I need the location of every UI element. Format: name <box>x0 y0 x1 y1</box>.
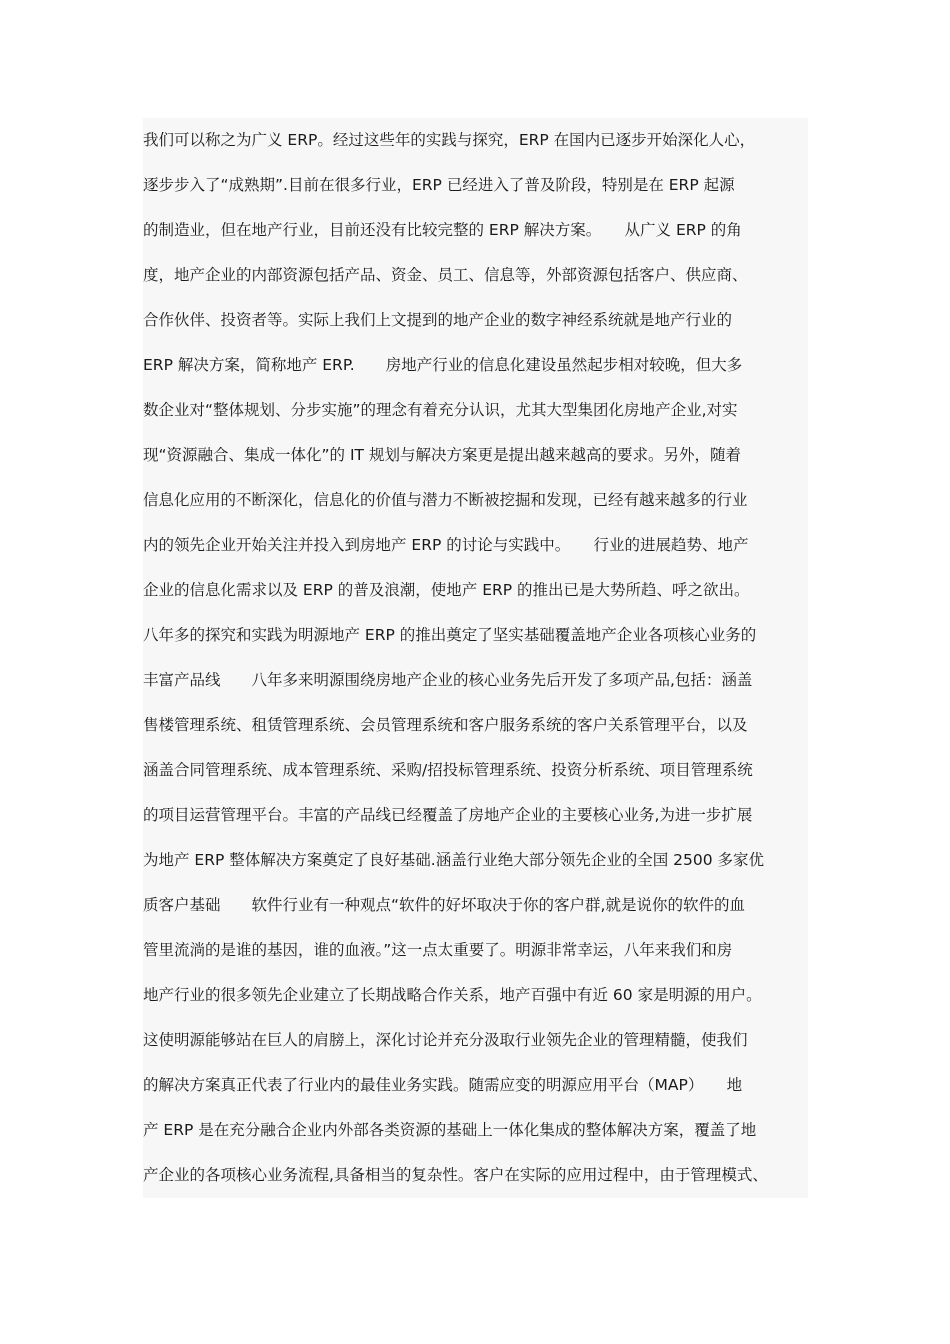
text-line: 地产行业的很多领先企业建立了长期战略合作关系，地产百强中有近 60 家是明源的用户。 <box>143 986 762 1004</box>
text-line: 的制造业，但在地产行业，目前还没有比较完整的 ERP 解决方案。 从广义 ERP 的角 <box>143 221 742 239</box>
text-line: 企业的信息化需求以及 ERP 的普及浪潮，使地产 ERP 的推出已是大势所趋、呼之欲出。 <box>143 581 750 599</box>
text-line: 质客户基础 软件行业有一种观点“软件的好坏取决于你的客户群,就是说你的软件的血 <box>143 896 745 914</box>
text-line: 度，地产企业的内部资源包括产品、资金、员工、信息等，外部资源包括客户、供应商、 <box>143 266 748 284</box>
text-line: 数企业对“整体规划、分步实施”的理念有着充分认识，尤其大型集团化房地产企业,对实 <box>143 401 738 419</box>
text-line: 售楼管理系统、租赁管理系统、会员管理系统和客户服务系统的客户关系管理平台，以及 <box>143 716 748 734</box>
text-line: 涵盖合同管理系统、成本管理系统、采购/招投标管理系统、投资分析系统、项目管理系统 <box>143 761 753 779</box>
text-line: 产企业的各项核心业务流程,具备相当的复杂性。客户在实际的应用过程中，由于管理模式、 <box>143 1166 768 1184</box>
text-line: ERP 解决方案，简称地产 ERP. 房地产行业的信息化建设虽然起步相对较晚，但大多 <box>143 356 743 374</box>
body-text <box>143 118 808 1198</box>
text-line: 信息化应用的不断深化，信息化的价值与潜力不断被挖掘和发现，已经有越来越多的行业 <box>143 491 748 509</box>
text-line: 产 ERP 是在充分融合企业内外部各类资源的基础上一体化集成的整体解决方案，覆盖了地 <box>143 1121 757 1139</box>
text-line: 我们可以称之为广义 ERP。经过这些年的实践与探究，ERP 在国内已逐步开始深化人心， <box>143 131 756 149</box>
text-line: 为地产 ERP 整体解决方案奠定了良好基础.涵盖行业绝大部分领先企业的全国 2500 多家优 <box>143 851 764 869</box>
text-line: 逐步步入了“成熟期”.目前在很多行业，ERP 已经进入了普及阶段，特别是在 ERP 起源 <box>143 176 735 194</box>
text-line: 现“资源融合、集成一体化”的 IT 规划与解决方案更是提出越来越高的要求。另外，随着 <box>143 446 741 464</box>
text-line: 八年多的探究和实践为明源地产 ERP 的推出奠定了坚实基础覆盖地产企业各项核心业务的 <box>143 626 757 644</box>
text-line: 这使明源能够站在巨人的肩膀上，深化讨论并充分汲取行业领先企业的管理精髓，使我们 <box>143 1031 748 1049</box>
text-line: 丰富产品线 八年多来明源围绕房地产企业的核心业务先后开发了多项产品,包括：涵盖 <box>143 671 753 689</box>
text-line: 内的领先企业开始关注并投入到房地产 ERP 的讨论与实践中。 行业的进展趋势、地产 <box>143 536 749 554</box>
text-line: 的项目运营管理平台。丰富的产品线已经覆盖了房地产企业的主要核心业务,为进一步扩展 <box>143 806 753 824</box>
text-line: 的解决方案真正代表了行业内的最佳业务实践。随需应变的明源应用平台（MAP） 地 <box>143 1076 743 1094</box>
text-line: 管里流淌的是谁的基因，谁的血液。”这一点太重要了。明源非常幸运，八年来我们和房 <box>143 941 733 959</box>
text-line: 合作伙伴、投资者等。实际上我们上文提到的地产企业的数字神经系统就是地产行业的 <box>143 311 733 329</box>
